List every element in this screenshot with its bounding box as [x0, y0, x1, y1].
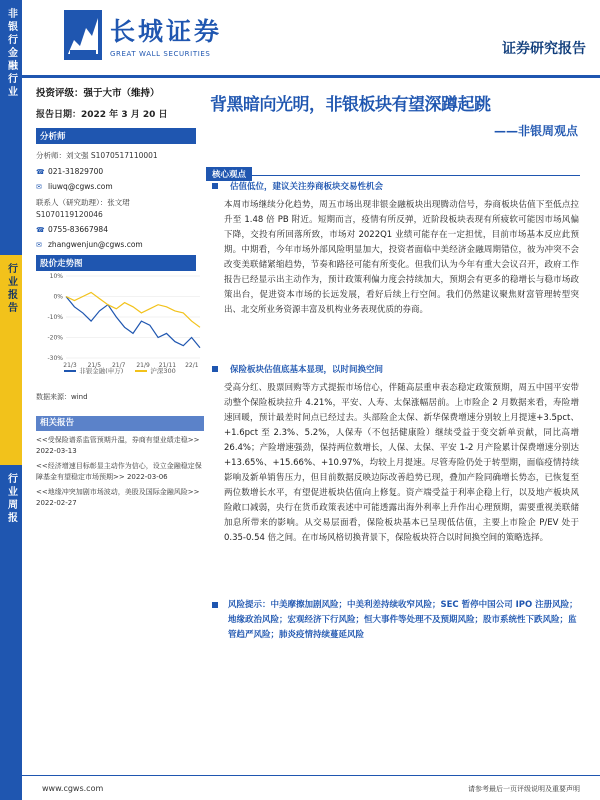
- report-type: 证券研究报告: [502, 41, 586, 57]
- y-tick-label: -30%: [47, 355, 63, 362]
- legend-swatch: [135, 370, 147, 372]
- bullet-square-icon: [212, 366, 218, 372]
- legend-label: 沪深300: [150, 367, 176, 375]
- related-reports: [36, 408, 204, 509]
- footer: [22, 775, 600, 800]
- email-row: [36, 182, 196, 191]
- analyst-name: 分析师：刘文强 S1070517110001: [36, 151, 158, 160]
- sidebar-tab-label: 行业周报: [5, 473, 17, 525]
- investment-rating: 投资评级：强于大市（维持）: [36, 88, 160, 99]
- report-date: 报告日期：2022 年 3 月 20 日: [36, 110, 168, 120]
- x-tick-label: 21/7: [111, 362, 126, 369]
- header: [22, 0, 600, 78]
- core-view-bar: [206, 162, 580, 180]
- risk-warning: 风险提示：中美摩擦加剧风险；中美利差持续收窄风险；SEC 暂停中国公司 IPO 注册风险；地缘政治风险；宏观经济下行风险；恒大事件等处理不及预期风险；股市系统性下跌风险；监管趋严风险；肺炎疫情持续蔓延风险: [228, 600, 578, 640]
- sidebar-tab-label: 非银行金融行业: [5, 8, 17, 99]
- series-line: [66, 292, 200, 327]
- footer-disclaimer: 请参考最后一页评级说明及重要声明: [468, 785, 580, 793]
- phone-text: 0755-83667984: [48, 225, 108, 234]
- great-wall-logo-icon: [64, 10, 102, 60]
- phone-icon: ☎: [36, 225, 45, 234]
- logo: [64, 10, 222, 60]
- section2-heading: 保险板块估值底基本显现，以时间换空间: [230, 365, 384, 375]
- logo-en-text: GREAT WALL SECURITIES: [110, 50, 211, 58]
- email-link[interactable]: zhangwenjun@cgws.com: [48, 240, 143, 249]
- email-link[interactable]: liuwq@cgws.com: [48, 182, 113, 191]
- x-tick-label: 21/3: [63, 362, 77, 369]
- sidebar-tab-report: [0, 255, 22, 465]
- related-report-link[interactable]: <<受保险谱系监管预期升温，券商有望业绩走稳>> 2022-03-13: [36, 436, 200, 455]
- sidebar-tab-weekly: [0, 465, 22, 800]
- sidebar-tab-industry: [0, 0, 22, 255]
- chart-section-header: 股价走势图: [36, 255, 196, 271]
- section1-text: 本周市场继续分化趋势，周五市场出现非银金融板块出现腾动信号，券商板块估值下至低点拉升至 1.48 倍 PB 附近。短期而言，疫情有所反弹，近阶段板块表现有所疲软可能因市场风偏下降，交投有所回落所致，市场对 2022Q1 业绩可能存在一定担忧，目前市场基本反应此预期。中期看，今年市场外部风险明显加大，投资者面临中美经济金融周期错位，彼为冲突不会改变美联储紧缩趋势，节奏和路径可能有所变化。但我们认为今年有重大会议召开，政府工作报告已经显示出主动作为，预计政策利偏力度会持续加大，预期会有更多的稳增长与稳市场政策出台，促进资本市场的长远发展，看好后续上行空间。我们仍然建议聚焦财富管理转型突出、北交所业务资源丰富及机构业务表现优质的券商。: [224, 200, 579, 315]
- sidebar: [0, 0, 22, 800]
- section2-text: 受高分红、股票回购等方式提振市场信心，伴随高层重申表态稳定政策预期，周五中国平安带动整个保险板块拉升 4.21%，平安、人寿、太保涨幅居前。上市险企 2 月数据来看，寿险增速回暖，预计最差时间点已经过去。头部险企太保、新华保费增速分别较上月提速+3.5pct、+1.6pct 至 2.3%、5.2%，人保寿（不包括健康险）继续受益于变交新单贡献，同比高增 26.4%；产险增速强劲，保持两位数增长，人保、太保、平安 1-2 月产险累计保费增速分别达+13.65%、+15.66%、+10.97%，均较上月提速。尽管寿险仍处于转型期，面临疫情持续影响及新单销售压力，但目前数据反映边际改善趋势已现，叠加产险同确增长势态，已恢复至两位数增长水平，有望促进板块估值向上修复。资产端受益于利率企稳上行，以及地产板块风险敞口减弱，央行在货币政策表述中可能透露出海外利率上升作出心理预期，需要重视美联储加息所带来的影响。从交易层面看，保险板块基本已呈现低估值，主要上市险企 P/EV 处于 0.35-0.54 倍之间。在市场风格切换背景下，保险板块符合以时间换空间的策略选择。: [224, 383, 579, 543]
- section1-heading: 估值低位，建议关注券商板块交易性机会: [230, 182, 384, 192]
- y-tick-label: -10%: [47, 314, 63, 321]
- x-tick-label: 21/5: [87, 362, 102, 369]
- related-report-link[interactable]: <<经济增速目标彰显主动作为信心，设立金融稳定保障基金有望稳定市场预期>> 2022-03-06: [36, 462, 202, 481]
- phone-text: 021-31829700: [48, 167, 104, 176]
- contact-label: 联系人（研究助理）：张文珺: [36, 198, 130, 207]
- phone-row: [36, 167, 196, 176]
- phone-icon: ☎: [36, 167, 45, 176]
- legend-item: [135, 366, 175, 375]
- email-icon: ✉: [36, 182, 42, 191]
- legend-swatch: [64, 370, 76, 372]
- page-subtitle: ——非银周观点: [493, 124, 578, 138]
- y-tick-label: -20%: [47, 334, 63, 342]
- contact-id: S1070119120046: [36, 210, 103, 219]
- stock-chart: [36, 262, 204, 382]
- chart-legend: [36, 366, 204, 375]
- sidebar-tab-label: 行业报告: [5, 263, 17, 315]
- core-view-label: 核心观点: [206, 167, 252, 181]
- meta-panel: [36, 85, 196, 271]
- bullet-square-icon: [212, 602, 218, 608]
- footer-url[interactable]: www.cgws.com: [42, 784, 104, 793]
- related-report-link[interactable]: <<地缘冲突加剧市场波动，美股及国际金融风险>> 2022-02-27: [36, 488, 200, 507]
- y-tick-label: 0%: [53, 293, 63, 301]
- y-tick-label: 10%: [49, 273, 63, 280]
- related-section-header: 相关报告: [36, 416, 204, 431]
- analyst-section-header: 分析师: [36, 128, 196, 144]
- bullet-square-icon: [212, 183, 218, 189]
- page-title: 背黑暗向光明，非银板块有望深蹲起跳: [210, 95, 491, 115]
- phone-row: [36, 225, 196, 234]
- email-row: [36, 240, 196, 249]
- x-tick-label: 21/11: [158, 362, 177, 369]
- logo-cn-text: 长城证券: [110, 17, 223, 46]
- email-icon: ✉: [36, 240, 42, 249]
- x-tick-label: 21/9: [136, 362, 150, 369]
- x-tick-label: 22/1: [185, 362, 199, 369]
- series-line: [66, 297, 200, 348]
- legend-label: 非银金融(申万): [79, 367, 124, 375]
- legend-item: [64, 366, 123, 375]
- chart-source: 数据来源：wind: [36, 393, 88, 401]
